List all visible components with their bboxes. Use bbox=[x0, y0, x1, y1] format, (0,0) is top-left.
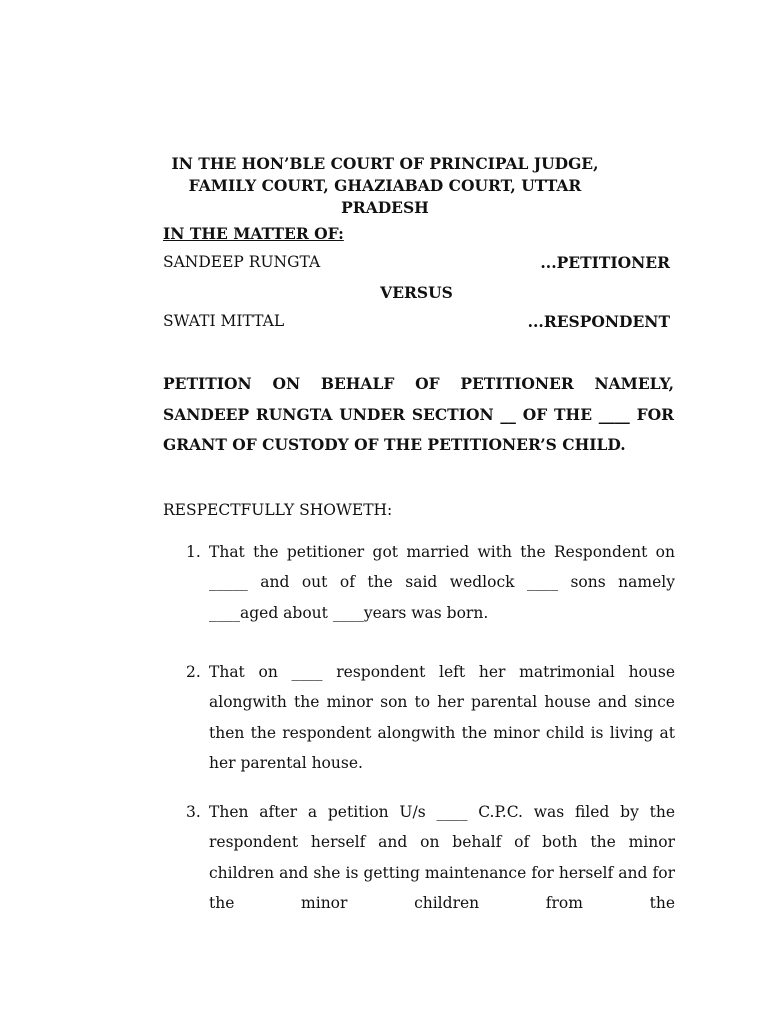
petitioner-name: SANDEEP RUNGTA bbox=[163, 253, 321, 271]
court-heading bbox=[150, 153, 620, 219]
matter-label: IN THE MATTER OF: bbox=[163, 224, 344, 243]
paragraph-text: That the petitioner got married with the Respondent on _____ and out of the said wedlock ____ sons namely ____aged about ____years was born. bbox=[209, 543, 675, 622]
court-heading-line-3: PRADESH bbox=[341, 198, 429, 217]
respondent-name: SWATI MITTAL bbox=[163, 312, 285, 330]
court-heading-line-1: IN THE HON’BLE COURT OF PRINCIPAL JUDGE, bbox=[171, 154, 599, 173]
paragraph-item bbox=[186, 657, 675, 778]
petition-title: PETITION ON BEHALF OF PETITIONER NAMELY, SANDEEP RUNGTA UNDER SECTION __ OF THE ____ FOR GRANT OF CUSTODY OF THE PETITIONER’S CHILD. bbox=[163, 374, 674, 454]
paragraph-item bbox=[186, 797, 675, 918]
paragraph-number: 2. bbox=[186, 663, 201, 681]
paragraph-number: 1. bbox=[186, 543, 201, 561]
paragraph-item bbox=[186, 537, 675, 628]
paragraph-text: That on ____ respondent left her matrimonial house alongwith the minor son to her parental house and since then the respondent alongwith the minor child is living at her parental house. bbox=[209, 663, 675, 772]
petitioner-role: ...PETITIONER bbox=[540, 253, 670, 272]
court-heading-line-2: FAMILY COURT, GHAZIABAD COURT, UTTAR bbox=[188, 176, 582, 195]
versus-label: VERSUS bbox=[380, 283, 453, 302]
respondent-role: ...RESPONDENT bbox=[527, 312, 670, 331]
paragraph-number: 3. bbox=[186, 803, 201, 821]
paragraph-text: Then after a petition U/s ____ C.P.C. was filed by the respondent herself and on behalf of both the minor children and she is getting maintenance for herself and for the minor children from the bbox=[209, 803, 675, 912]
respectfully-showeth: RESPECTFULLY SHOWETH: bbox=[163, 501, 393, 519]
